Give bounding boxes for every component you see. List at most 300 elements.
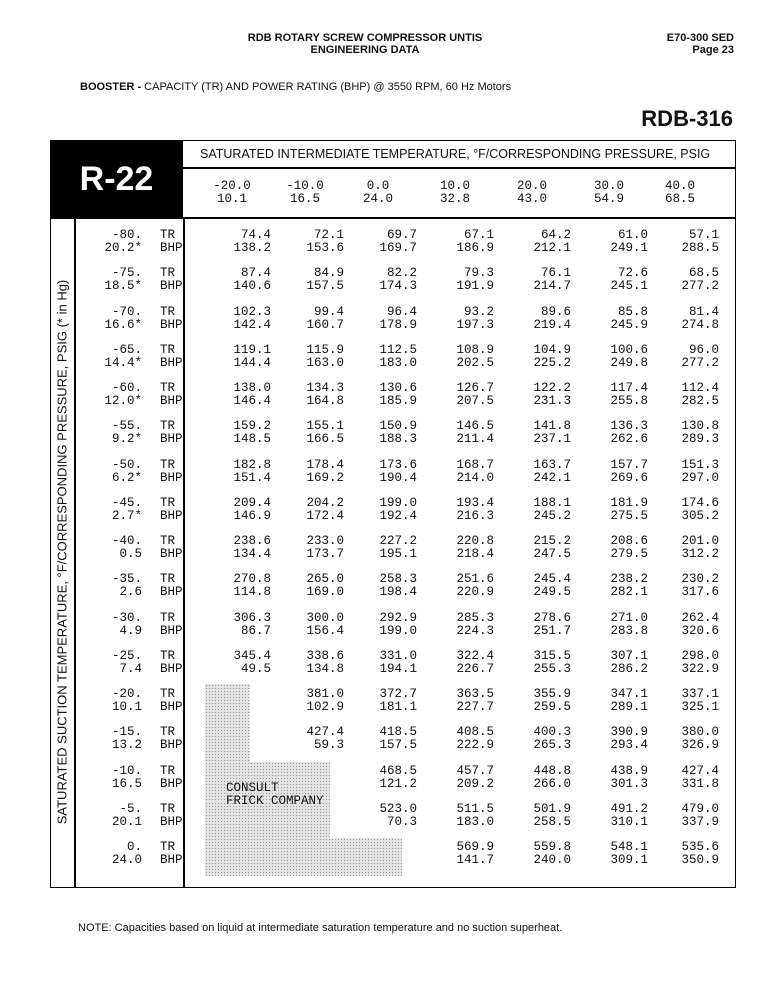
capacity-cell: 569.9 [456,840,494,854]
document-title [245,32,485,56]
capacity-cell: 119.1 [233,342,271,357]
capacity-cell: 76.1 [540,266,571,281]
suction-pressure: 7.4 [119,661,142,676]
power-cell: 259.5 [533,700,571,714]
unit-bhp: BHP [160,432,183,447]
capacity-cell: 67.1 [463,228,494,242]
capacity-cell: 193.4 [456,495,494,510]
column-pressure: 16.5 [289,192,320,206]
column-header [497,180,567,206]
suction-temp: -5. [119,801,142,816]
capacity-cell: 68.5 [688,266,719,281]
power-cell: 173.7 [306,547,344,561]
page-number: Page 23 [692,44,734,56]
capacity-cell: 93.2 [463,304,494,319]
capacity-cell: 188.1 [533,495,571,510]
column-pressure: 54.9 [593,192,624,206]
capacity-cell: 427.4 [681,763,719,778]
power-cell: 222.9 [456,738,494,753]
power-cell: 134.4 [233,547,271,561]
capacity-cell: 535.6 [681,840,719,854]
capacity-cell: 57.1 [688,228,719,242]
capacity-cell: 230.2 [681,572,719,587]
unit-bhp: BHP [160,661,183,676]
capacity-cell: 182.8 [233,457,271,472]
power-cell: 186.9 [456,241,494,255]
unit-tr: TR [160,495,176,510]
suction-pressure: 9.2* [111,432,142,447]
power-cell: 289.1 [610,700,648,714]
power-cell: 192.4 [379,508,417,523]
capacity-cell: 381.0 [306,687,344,701]
capacity-cell: 181.9 [610,495,648,510]
capacity-cell: 363.5 [456,687,494,701]
capacity-cell: 338.6 [306,648,344,663]
capacity-cell: 146.5 [456,419,494,434]
subtitle [80,81,511,93]
capacity-cell: 112.5 [379,342,417,357]
suction-temp: -25. [111,648,142,663]
column-header [343,180,413,206]
power-cell: 277.2 [681,355,719,370]
unit-tr: TR [160,457,176,472]
capacity-cell: 69.7 [386,228,417,242]
capacity-cell: 457.7 [456,763,494,778]
power-cell: 231.3 [533,394,571,408]
capacity-cell: 345.4 [233,648,271,663]
capacity-cell: 306.3 [233,610,271,625]
power-cell: 174.3 [379,279,417,294]
capacity-cell: 100.6 [610,342,648,357]
capacity-cell: 204.2 [306,495,344,510]
power-cell: 266.0 [533,776,571,791]
power-cell: 70.3 [386,814,417,829]
capacity-cell: 82.2 [386,266,417,281]
capacity-cell: 173.6 [379,457,417,472]
suction-pressure: 12.0* [104,394,142,408]
capacity-cell: 126.7 [456,381,494,395]
power-cell: 277.2 [681,279,719,294]
power-cell: 337.9 [681,814,719,829]
capacity-cell: 245.4 [533,572,571,587]
power-cell: 320.6 [681,623,719,638]
column-temp: -20.0 [213,179,251,193]
side-label-divider [74,217,76,888]
unit-tr: TR [160,419,176,434]
power-cell: 245.9 [610,317,648,332]
capacity-cell: 155.1 [306,419,344,434]
power-cell: 157.5 [306,279,344,294]
unit-bhp: BHP [160,394,183,408]
power-cell: 212.1 [533,241,571,255]
capacity-cell: 201.0 [681,534,719,548]
suction-temp: -40. [111,534,142,548]
power-cell: 140.6 [233,279,271,294]
document-id-block [667,32,734,56]
power-cell: 282.5 [681,394,719,408]
capacity-cell: 150.9 [379,419,417,434]
suction-temp: -45. [111,495,142,510]
unit-bhp: BHP [160,279,183,294]
suction-temp: -30. [111,610,142,625]
suction-temp: -75. [111,266,142,281]
column-header [197,180,267,206]
column-header [270,180,340,206]
power-cell: 251.7 [533,623,571,638]
capacity-cell: 238.2 [610,572,648,587]
power-cell: 191.9 [456,279,494,294]
power-cell: 226.7 [456,661,494,676]
capacity-cell: 292.9 [379,610,417,625]
column-header [645,180,715,206]
power-cell: 245.1 [610,279,648,294]
capacity-cell: 178.4 [306,457,344,472]
suction-temp-title: SATURATED SUCTION TEMPERATURE, °F/CORRESPONDING PRESSURE, PSIG (* in Hg) [54,279,70,825]
suction-temp: -80. [111,228,142,242]
capacity-cell: 380.0 [681,725,719,740]
capacity-cell: 271.0 [610,610,648,625]
power-cell: 282.1 [610,585,648,600]
suction-pressure: 16.6* [104,317,142,332]
power-cell: 286.2 [610,661,648,676]
power-cell: 255.3 [533,661,571,676]
unit-bhp: BHP [160,814,183,829]
capacity-cell: 285.3 [456,610,494,625]
power-cell: 157.5 [379,738,417,753]
power-cell: 153.6 [306,241,344,255]
power-cell: 214.7 [533,279,571,294]
unit-tr: TR [160,610,176,625]
capacity-cell: 112.4 [681,381,719,395]
power-cell: 211.4 [456,432,494,447]
power-cell: 214.0 [456,470,494,485]
capacity-cell: 511.5 [456,801,494,816]
power-cell: 317.6 [681,585,719,600]
capacity-cell: 238.6 [233,534,271,548]
capacity-cell: 117.4 [610,381,648,395]
column-temp: 10.0 [439,179,470,193]
power-cell: 331.8 [681,776,719,791]
unit-bhp: BHP [160,776,183,791]
power-cell: 288.5 [681,241,719,255]
power-cell: 142.4 [233,317,271,332]
capacity-cell: 307.1 [610,648,648,663]
suction-temp: -50. [111,457,142,472]
consult-shade-block [205,838,402,876]
suction-temp: -70. [111,304,142,319]
suction-pressure: 4.9 [119,623,142,638]
power-cell: 249.5 [533,585,571,600]
power-cell: 146.4 [233,394,271,408]
unit-bhp: BHP [160,700,183,714]
capacity-cell: 427.4 [306,725,344,740]
capacity-cell: 501.9 [533,801,571,816]
capacity-cell: 265.0 [306,572,344,587]
unit-bhp: BHP [160,470,183,485]
capacity-cell: 278.6 [533,610,571,625]
power-cell: 216.3 [456,508,494,523]
capacity-cell: 84.9 [313,266,344,281]
power-cell: 227.7 [456,700,494,714]
capacity-cell: 141.8 [533,419,571,434]
capacity-cell: 136.3 [610,419,648,434]
capacity-cell: 559.8 [533,840,571,854]
capacity-cell: 300.0 [306,610,344,625]
intermediate-temp-title: SATURATED INTERMEDIATE TEMPERATURE, °F/CORRESPONDING PRESSURE, PSIG [200,147,711,161]
power-cell: 249.1 [610,241,648,255]
capacity-cell: 130.8 [681,419,719,434]
power-cell: 183.0 [379,355,417,370]
unit-bhp: BHP [160,317,183,332]
power-cell: 275.5 [610,508,648,523]
power-cell: 148.5 [233,432,271,447]
capacity-cell: 262.4 [681,610,719,625]
power-cell: 169.0 [306,585,344,600]
capacity-cell: 199.0 [379,495,417,510]
capacity-cell: 337.1 [681,687,719,701]
power-cell: 134.8 [306,661,344,676]
column-temp: 30.0 [593,179,624,193]
capacity-cell: 163.7 [533,457,571,472]
suction-pressure: 2.7* [111,508,142,523]
suction-temp: -15. [111,725,142,740]
power-cell: 289.3 [681,432,719,447]
document-id: E70-300 SED [666,32,734,44]
capacity-cell: 85.8 [617,304,648,319]
power-cell: 326.9 [681,738,719,753]
power-cell: 312.2 [681,547,719,561]
capacity-cell: 96.0 [688,342,719,357]
unit-bhp: BHP [160,585,183,600]
capacity-cell: 258.3 [379,572,417,587]
suction-temp: -55. [111,419,142,434]
suction-temp: 0. [126,840,142,854]
unit-tr: TR [160,534,176,548]
power-cell: 141.7 [456,853,494,867]
power-cell: 220.9 [456,585,494,600]
power-cell: 59.3 [313,738,344,753]
power-cell: 202.5 [456,355,494,370]
subtitle-rest: CAPACITY (TR) AND POWER RATING (BHP) @ 3550 RPM, 60 Hz Motors [141,81,512,93]
power-cell: 190.4 [379,470,417,485]
capacity-cell: 79.3 [463,266,494,281]
column-pressure: 24.0 [362,192,393,206]
capacity-cell: 138.0 [233,381,271,395]
column-temp: 0.0 [366,179,390,193]
power-cell: 301.3 [610,776,648,791]
column-temp: 20.0 [516,179,547,193]
power-cell: 169.7 [379,241,417,255]
power-cell: 310.1 [610,814,648,829]
capacity-cell: 408.5 [456,725,494,740]
footnote: NOTE: Capacities based on liquid at intermediate saturation temperature and no suction superheat. [78,922,563,934]
suction-pressure: 20.2* [104,241,142,255]
power-cell: 166.5 [306,432,344,447]
capacity-cell: 130.6 [379,381,417,395]
subtitle-bold: BOOSTER - [80,81,142,93]
power-cell: 305.2 [681,508,719,523]
header-bottom-border [50,217,736,219]
power-cell: 207.5 [456,394,494,408]
row-label-divider [183,217,185,888]
suction-temp: -35. [111,572,142,587]
capacity-cell: 89.6 [540,304,571,319]
power-cell: 164.8 [306,394,344,408]
suction-pressure: 20.1 [111,814,142,829]
unit-tr: TR [160,840,176,854]
capacity-cell: 355.9 [533,687,571,701]
capacity-cell: 448.8 [533,763,571,778]
power-cell: 198.4 [379,585,417,600]
suction-pressure: 0.5 [119,547,142,561]
power-cell: 245.2 [533,508,571,523]
power-cell: 178.9 [379,317,417,332]
capacity-cell: 64.2 [540,228,571,242]
power-cell: 242.1 [533,470,571,485]
capacity-cell: 72.6 [617,266,648,281]
capacity-cell: 115.9 [306,342,344,357]
power-cell: 160.7 [306,317,344,332]
suction-pressure: 10.1 [111,700,142,714]
capacity-cell: 479.0 [681,801,719,816]
capacity-cell: 220.8 [456,534,494,548]
capacity-cell: 523.0 [379,801,417,816]
capacity-cell: 322.4 [456,648,494,663]
column-header [574,180,644,206]
power-cell: 262.6 [610,432,648,447]
power-cell: 279.5 [610,547,648,561]
unit-tr: TR [160,687,176,701]
capacity-cell: 298.0 [681,648,719,663]
model-number: RDB-316 [641,106,733,131]
capacity-cell: 104.9 [533,342,571,357]
power-cell: 209.2 [456,776,494,791]
unit-bhp: BHP [160,241,183,255]
unit-bhp: BHP [160,508,183,523]
capacity-cell: 315.5 [533,648,571,663]
capacity-cell: 74.4 [240,228,271,242]
power-cell: 269.6 [610,470,648,485]
consult-shade-block [205,684,250,762]
suction-pressure: 16.5 [111,776,142,791]
capacity-cell: 418.5 [379,725,417,740]
power-cell: 86.7 [240,623,271,638]
power-cell: 197.3 [456,317,494,332]
suction-pressure: 14.4* [104,355,142,370]
capacity-cell: 61.0 [617,228,648,242]
capacity-cell: 372.7 [379,687,417,701]
power-cell: 49.5 [240,661,271,676]
unit-tr: TR [160,266,176,281]
capacity-cell: 548.1 [610,840,648,854]
power-cell: 297.0 [681,470,719,485]
unit-tr: TR [160,572,176,587]
capacity-cell: 81.4 [688,304,719,319]
power-cell: 265.3 [533,738,571,753]
column-pressure: 43.0 [516,192,547,206]
capacity-cell: 491.2 [610,801,648,816]
suction-pressure: 24.0 [111,853,142,867]
unit-tr: TR [160,725,176,740]
capacity-cell: 438.9 [610,763,648,778]
unit-bhp: BHP [160,738,183,753]
power-cell: 240.0 [533,853,571,867]
column-header [420,180,490,206]
power-cell: 146.9 [233,508,271,523]
suction-pressure: 13.2 [111,738,142,753]
power-cell: 218.4 [456,547,494,561]
refrigerant-badge: R-22 [50,140,183,218]
unit-tr: TR [160,763,176,778]
power-cell: 258.5 [533,814,571,829]
power-cell: 194.1 [379,661,417,676]
power-cell: 219.4 [533,317,571,332]
capacity-cell: 233.0 [306,534,344,548]
capacity-cell: 134.3 [306,381,344,395]
power-cell: 350.9 [681,853,719,867]
power-cell: 172.4 [306,508,344,523]
power-cell: 138.2 [233,241,271,255]
power-cell: 188.3 [379,432,417,447]
power-cell: 225.2 [533,355,571,370]
capacity-cell: 347.1 [610,687,648,701]
header-divider [183,167,736,169]
power-cell: 195.1 [379,547,417,561]
power-cell: 199.0 [379,623,417,638]
capacity-cell: 270.8 [233,572,271,587]
capacity-cell: 108.9 [456,342,494,357]
power-cell: 156.4 [306,623,344,638]
unit-tr: TR [160,381,176,395]
power-cell: 325.1 [681,700,719,714]
power-cell: 183.0 [456,814,494,829]
suction-temp: -60. [111,381,142,395]
unit-tr: TR [160,304,176,319]
suction-pressure: 18.5* [104,279,142,294]
power-cell: 151.4 [233,470,271,485]
title-line-1: RDB ROTARY SCREW COMPRESSOR UNTIS [247,32,483,44]
capacity-cell: 468.5 [379,763,417,778]
power-cell: 322.9 [681,661,719,676]
power-cell: 274.8 [681,317,719,332]
capacity-cell: 96.4 [386,304,417,319]
power-cell: 144.4 [233,355,271,370]
unit-bhp: BHP [160,853,183,867]
capacity-cell: 159.2 [233,419,271,434]
unit-bhp: BHP [160,355,183,370]
column-pressure: 32.8 [439,192,470,206]
power-cell: 309.1 [610,853,648,867]
power-cell: 102.9 [306,700,344,714]
power-cell: 247.5 [533,547,571,561]
unit-bhp: BHP [160,547,183,561]
power-cell: 293.4 [610,738,648,753]
capacity-cell: 99.4 [313,304,344,319]
capacity-cell: 331.0 [379,648,417,663]
power-cell: 114.8 [233,585,271,600]
unit-tr: TR [160,342,176,357]
power-cell: 283.8 [610,623,648,638]
column-temp: 40.0 [664,179,695,193]
capacity-cell: 102.3 [233,304,271,319]
power-cell: 224.3 [456,623,494,638]
power-cell: 163.0 [306,355,344,370]
capacity-cell: 390.9 [610,725,648,740]
unit-tr: TR [160,801,176,816]
power-cell: 249.8 [610,355,648,370]
capacity-cell: 227.2 [379,534,417,548]
capacity-cell: 157.7 [610,457,648,472]
